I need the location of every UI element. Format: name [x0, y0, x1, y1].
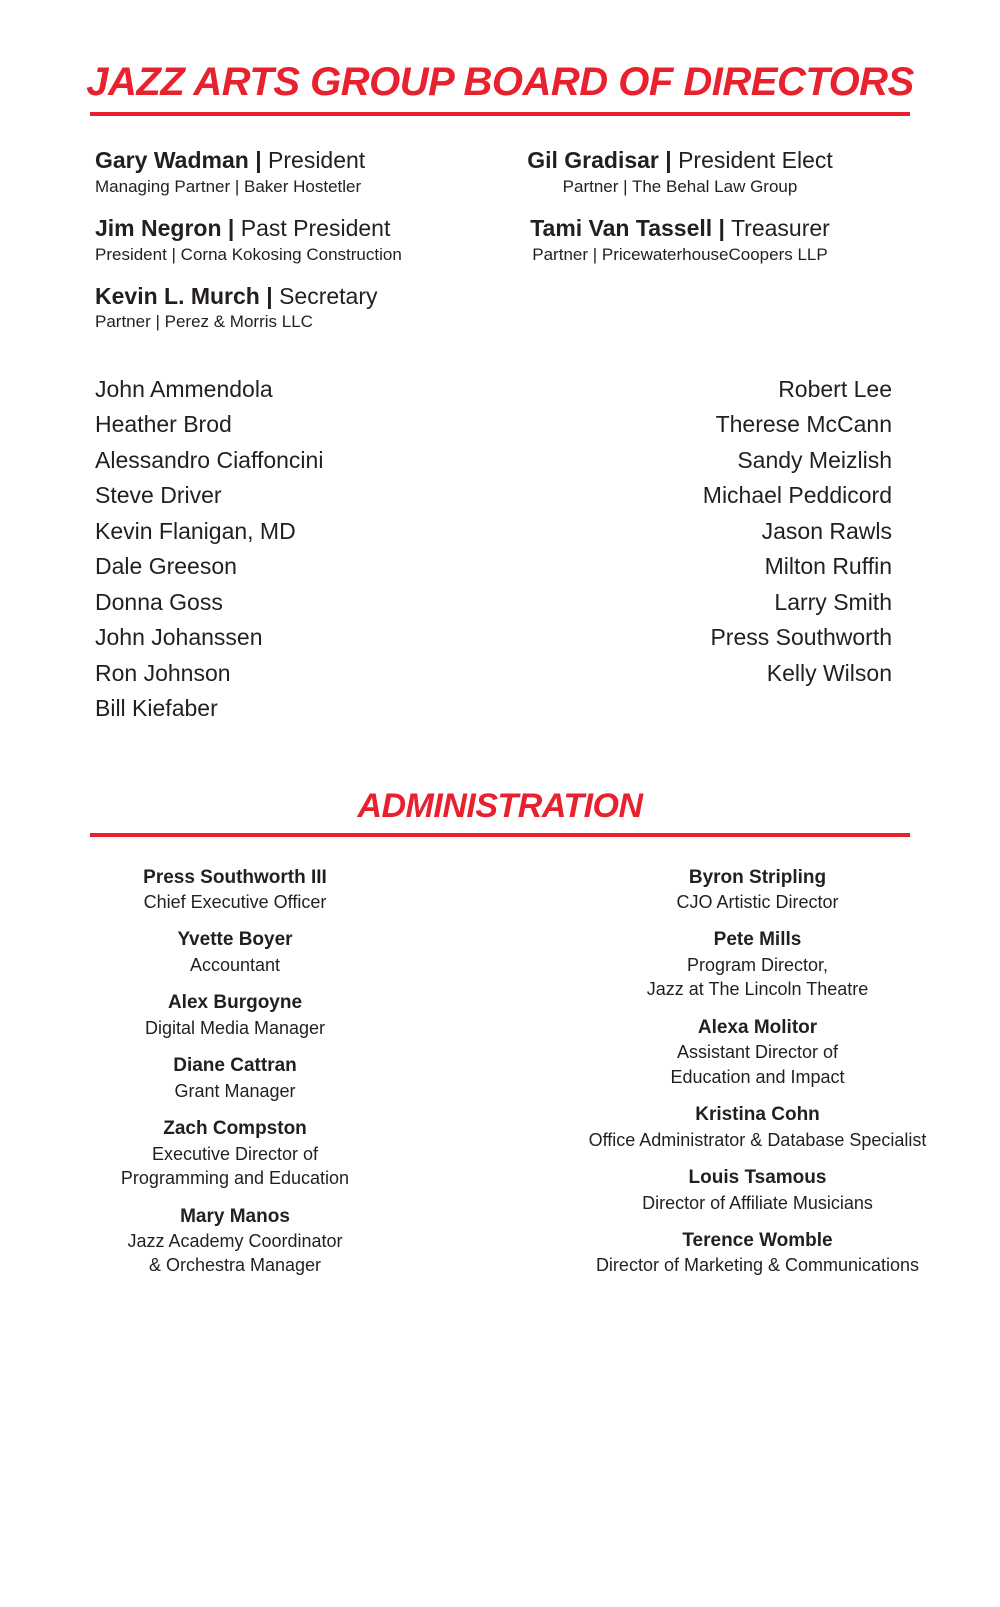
- officers-list: [0, 146, 1000, 350]
- list-item: Dale Greeson: [95, 553, 237, 580]
- staff-entry: [0, 927, 470, 977]
- staff-entry: [0, 865, 470, 915]
- officer-role: Treasurer: [730, 214, 830, 241]
- staff-entry: [515, 1015, 1000, 1089]
- administration-heading: ADMINISTRATION: [357, 786, 643, 825]
- officer-row: [0, 214, 1000, 282]
- list-item: Steve Driver: [95, 482, 222, 509]
- staff-name: Diane Cattran: [173, 1055, 297, 1077]
- staff-name: Press Southworth III: [143, 866, 327, 888]
- staff-role: Chief Executive Officer: [143, 892, 327, 913]
- list-item: Jason Rawls: [761, 517, 892, 544]
- officer-column-right: [460, 146, 900, 214]
- list-item: Sandy Meizlish: [737, 446, 892, 473]
- staff-role: Program Director, Jazz at The Lincoln Theatre: [646, 955, 869, 1000]
- board-members-column-right: [500, 372, 1000, 727]
- officer-title: Managing Partner | Baker Hostetler: [95, 176, 362, 196]
- officer-name: Tami Van Tassell: [530, 214, 713, 241]
- officer-name-line: [460, 214, 900, 243]
- list-item: Ron Johnson: [95, 659, 231, 686]
- officer-role: President: [268, 147, 366, 173]
- officer-entry: [95, 146, 460, 198]
- officer-title: President | Corna Kokosing Construction: [95, 244, 402, 264]
- administration-section: [0, 786, 1000, 1291]
- list-item: Kevin Flanigan, MD: [95, 517, 296, 544]
- staff-entry: [0, 1053, 470, 1103]
- staff-entry: [515, 1165, 1000, 1215]
- list-item: Robert Lee: [778, 375, 892, 402]
- staff-name: Louis Tsamous: [688, 1166, 827, 1188]
- officer-entry: [95, 282, 460, 334]
- list-item: Bill Kiefaber: [95, 695, 218, 722]
- officer-role: Past President: [240, 214, 391, 241]
- officer-role: President Elect: [678, 147, 833, 173]
- officer-separator: |: [665, 147, 672, 173]
- staff-role: Jazz Academy Coordinator & Orchestra Manager: [127, 1231, 343, 1276]
- board-heading: JAZZ ARTS GROUP BOARD OF DIRECTORS: [86, 60, 914, 104]
- staff-role: Grant Manager: [174, 1080, 296, 1101]
- list-item: Press Southworth: [710, 624, 892, 651]
- list-item: Therese McCann: [715, 411, 892, 438]
- officer-title: Partner | PricewaterhouseCoopers LLP: [532, 244, 828, 264]
- staff-entry: [0, 990, 470, 1040]
- officer-separator: |: [266, 282, 273, 309]
- staff-entry: [515, 1102, 1000, 1152]
- officer-name-line: [95, 282, 460, 311]
- page: [0, 62, 1000, 1607]
- staff-role: Director of Affiliate Musicians: [642, 1192, 873, 1213]
- staff-entry: [515, 927, 1000, 1001]
- officer-column-left: [0, 214, 460, 282]
- officer-separator: |: [255, 147, 262, 173]
- staff-role: Executive Director of Programming and Education: [120, 1143, 350, 1189]
- officer-title: Partner | The Behal Law Group: [562, 176, 798, 196]
- officer-name: Gil Gradisar: [527, 147, 659, 173]
- officer-column-right: [460, 214, 900, 282]
- administration-columns: [0, 865, 1000, 1291]
- officer-name: Gary Wadman: [95, 147, 249, 173]
- staff-entry: [0, 1204, 470, 1278]
- administration-heading-rule: [90, 833, 910, 837]
- staff-role: CJO Artistic Director: [676, 892, 839, 913]
- staff-role: Office Administrator & Database Specialist: [588, 1129, 927, 1150]
- staff-entry: [0, 1116, 470, 1190]
- staff-role: Digital Media Manager: [144, 1018, 326, 1039]
- staff-name: Zach Compston: [163, 1118, 307, 1140]
- board-heading-rule: [90, 112, 910, 116]
- staff-role: Accountant: [189, 955, 281, 976]
- list-item: Alessandro Ciaffoncini: [95, 446, 324, 473]
- list-item: Larry Smith: [774, 588, 892, 615]
- staff-name: Byron Stripling: [688, 866, 827, 888]
- staff-name: Kristina Cohn: [695, 1103, 820, 1125]
- officer-name: Jim Negron: [95, 214, 222, 241]
- list-item: Milton Ruffin: [764, 553, 892, 580]
- officer-entry: [95, 214, 460, 266]
- staff-name: Terence Womble: [682, 1229, 833, 1251]
- officer-entry: [460, 214, 900, 266]
- list-item: Kelly Wilson: [766, 659, 892, 686]
- administration-column-left: [0, 865, 500, 1291]
- staff-entry: [515, 1228, 1000, 1278]
- list-item: Heather Brod: [95, 411, 232, 438]
- staff-name: Alex Burgoyne: [167, 992, 303, 1014]
- staff-name: Alexa Molitor: [697, 1016, 818, 1038]
- list-item: John Ammendola: [95, 375, 273, 402]
- officer-column-right: [460, 282, 900, 350]
- staff-entry: [515, 865, 1000, 915]
- officer-name-line: [95, 214, 460, 243]
- board-section: [0, 62, 1000, 727]
- officer-row: [0, 146, 1000, 214]
- officer-name-line: [95, 146, 460, 175]
- staff-name: Pete Mills: [713, 929, 802, 951]
- officer-column-left: [0, 282, 460, 350]
- staff-role: Director of Marketing & Communications: [595, 1255, 920, 1276]
- list-item: Donna Goss: [95, 588, 223, 615]
- officer-separator: |: [227, 214, 235, 241]
- administration-column-right: [500, 865, 1000, 1291]
- board-members: [0, 372, 1000, 727]
- officer-column-left: [0, 146, 460, 214]
- officer-title: Partner | Perez & Morris LLC: [95, 312, 313, 332]
- officer-entry: [460, 146, 900, 198]
- board-members-column-left: [0, 372, 500, 727]
- list-item: Michael Peddicord: [702, 482, 892, 509]
- officer-row: [0, 282, 1000, 350]
- staff-name: Yvette Boyer: [177, 929, 293, 951]
- staff-role: Assistant Director of Education and Impact: [670, 1042, 845, 1087]
- staff-name: Mary Manos: [180, 1205, 290, 1227]
- officer-separator: |: [718, 214, 725, 241]
- officer-name: Kevin L. Murch: [95, 282, 260, 309]
- officer-role: Secretary: [279, 282, 378, 309]
- list-item: John Johanssen: [95, 624, 263, 651]
- officer-name-line: [460, 146, 900, 175]
